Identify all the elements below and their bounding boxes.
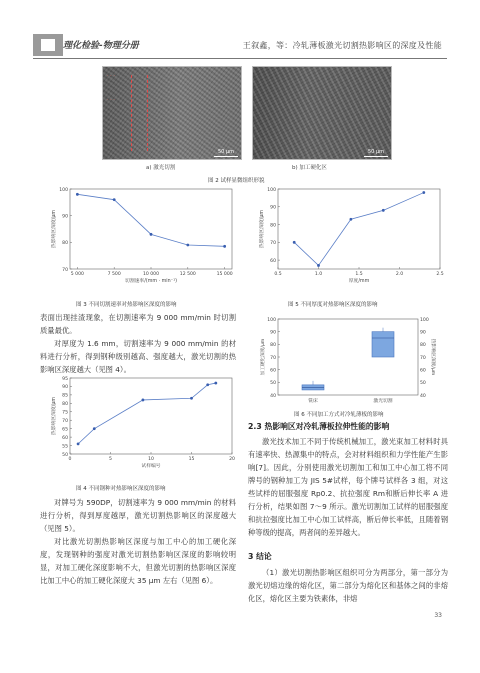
y-tick-label: 60 xyxy=(270,258,276,264)
box-2 xyxy=(372,332,394,357)
y-tick-label-right: 70 xyxy=(420,355,426,361)
data-point xyxy=(190,397,193,400)
left-paragraph-1: 表面出现挂渣现象，在切割速率为 9 000 mm/min 时切割质量最优。 xyxy=(40,313,236,335)
x-tick-label: 20 xyxy=(229,457,235,462)
figure-6-chart xyxy=(248,313,448,409)
y-tick-label: 50 xyxy=(62,452,68,458)
left-paragraph-3: 对牌号为 590DP，切割速率为 9 000 mm/min 的材料进行分析，得到厚度越厚，激光切割热影响区的深度越大（见图 5）。 xyxy=(40,498,236,533)
x-tick-label: 5 000 xyxy=(70,272,84,277)
page-number: 33 xyxy=(434,612,442,619)
left-paragraph-4: 对比激光切割热影响区深度与加工中心的加工硬化深度，发现钢种的强度对激光切割热影响区深度的影响较明显，对加工硬化深度影响不大，但激光切割的热影响区深度比加工中心的加工硬化深度大 35 μm 左右（见图 6）。 xyxy=(40,537,236,585)
plot-frame xyxy=(70,378,232,454)
x-category-label: 激光切割 xyxy=(373,399,393,404)
plot-frame xyxy=(70,189,232,269)
y-tick-label: 90 xyxy=(270,205,276,211)
y-tick-label: 85 xyxy=(62,393,68,399)
scale-bar: 50 μm xyxy=(214,149,238,157)
y-tick-label: 75 xyxy=(62,410,68,416)
y-tick-label: 65 xyxy=(62,427,68,433)
section-2-3-heading: 2.3 热影响区对冷轧薄板拉伸性能的影响 xyxy=(248,422,390,431)
data-point xyxy=(422,191,425,194)
micrograph-work-hardened xyxy=(252,66,392,160)
y-tick-label-right: 60 xyxy=(420,368,426,374)
data-point xyxy=(77,442,80,445)
x-axis-label: 厚度/mm xyxy=(348,279,370,284)
data-point xyxy=(382,209,385,212)
panel-a-caption: a) 激光切割 xyxy=(146,165,176,171)
data-point xyxy=(142,399,145,402)
y-tick-label-left: 100 xyxy=(267,317,276,323)
data-point xyxy=(350,218,353,221)
chart-fig3 xyxy=(50,187,233,284)
x-tick-label: 0.5 xyxy=(274,272,282,277)
scale-bar: 50 μm xyxy=(364,149,388,157)
y-axis-label: 热影响区深度/μm xyxy=(52,396,57,436)
x-tick-label: 2.0 xyxy=(395,272,404,277)
running-title: 王叙鑫，等：冷轧薄板激光切割热影响区的深度及性能 xyxy=(242,41,442,50)
y-axis-label-left: 加工硬化深度/μm xyxy=(261,338,266,376)
y-tick-label: 95 xyxy=(62,376,68,382)
plot-frame xyxy=(278,319,418,395)
y-tick-label-right: 50 xyxy=(420,381,426,387)
y-tick-label: 80 xyxy=(270,223,276,229)
x-tick-label: 10 xyxy=(148,457,154,462)
journal-name: 理化检验-物理分册 xyxy=(63,41,139,51)
chart-fig6 xyxy=(259,317,437,404)
left-paragraph-2: 对厚度为 1.6 mm，切割速率为 9 000 mm/min 的材料进行分析，得到钢种级别越高、强度越大，激光切割的热影响区深度越大（见图 4）。 xyxy=(40,339,236,374)
section-3-heading: 3 结论 xyxy=(248,552,272,561)
y-tick-label-left: 90 xyxy=(270,330,276,336)
data-point xyxy=(76,193,79,196)
y-tick-label-right: 80 xyxy=(420,343,426,349)
panel-b-caption: b) 加工硬化区 xyxy=(292,165,327,171)
y-axis-label: 热影响区深度/μm xyxy=(260,209,265,249)
x-category-label: 铣床 xyxy=(308,399,318,404)
chart-fig4 xyxy=(50,376,235,469)
y-tick-label: 60 xyxy=(62,435,68,441)
figure-4-chart xyxy=(40,374,240,474)
y-tick-label: 90 xyxy=(62,214,68,220)
y-tick-label-left: 50 xyxy=(270,381,276,387)
y-tick-label: 70 xyxy=(62,419,68,425)
x-tick-label: 7 500 xyxy=(107,272,121,277)
y-tick-label: 55 xyxy=(62,444,68,450)
y-tick-label: 100 xyxy=(267,187,276,193)
x-tick-label: 15 000 xyxy=(216,272,233,277)
x-tick-label: 5 xyxy=(109,457,112,462)
data-point xyxy=(206,383,209,386)
plot-frame xyxy=(278,189,440,269)
data-point xyxy=(113,198,116,201)
y-tick-label-left: 70 xyxy=(270,355,276,361)
data-point xyxy=(186,244,189,247)
x-axis-label: 切割速率/(mm · min⁻¹) xyxy=(125,279,177,284)
data-point xyxy=(223,245,226,248)
micrograph-laser-cut: · · · · · · 50 μm xyxy=(102,66,242,160)
y-tick-label: 90 xyxy=(62,385,68,391)
x-tick-label: 10 000 xyxy=(142,272,160,277)
x-tick-label: 15 xyxy=(188,457,195,462)
figure-2-title: 图 2 试样显微组织形貌 xyxy=(208,178,265,184)
y-tick-label-left: 40 xyxy=(270,393,276,399)
y-tick-label: 80 xyxy=(62,402,68,408)
y-axis-label-right: 热影响区深度/μm xyxy=(430,338,435,376)
y-tick-label-right: 100 xyxy=(420,317,429,323)
y-tick-label-left: 80 xyxy=(270,343,276,349)
data-point xyxy=(214,382,217,385)
series-line xyxy=(77,194,224,246)
series-line xyxy=(294,193,424,266)
y-tick-label-left: 60 xyxy=(270,368,276,374)
y-tick-label-right: 40 xyxy=(420,393,426,399)
figure-5-chart xyxy=(248,183,448,295)
y-tick-label: 70 xyxy=(270,241,276,247)
figure-3-title: 图 3 不同切割速率对热影响区深度的影响 xyxy=(76,302,177,308)
y-tick-label: 80 xyxy=(62,241,68,247)
x-tick-label: 12 500 xyxy=(179,272,196,277)
data-point xyxy=(317,264,320,267)
data-point xyxy=(293,241,296,244)
figure-3-chart xyxy=(40,183,240,295)
figure-4-title: 图 4 不同钢种对热影响区深度的影响 xyxy=(76,486,166,492)
series-line xyxy=(78,383,216,444)
x-tick-label: 2.5 xyxy=(436,272,444,277)
header-divider xyxy=(33,58,447,59)
data-point xyxy=(93,427,96,430)
y-tick-label: 70 xyxy=(62,267,68,273)
x-tick-label: 1.0 xyxy=(314,272,323,277)
right-paragraph-2: （1）激光切割热影响区组织可分为两部分，第一部分为激光切熔边缘的熔化区，第二部分为熔化区和基体之间的非熔化区，熔化区主要为铁素体，非熔 xyxy=(248,568,448,603)
figure-5-title: 图 5 不同厚度对热影响区深度的影响 xyxy=(288,302,378,308)
y-tick-label: 100 xyxy=(59,187,68,193)
chart-fig5 xyxy=(258,187,444,284)
data-point xyxy=(150,233,153,236)
x-axis-label: 试样编号 xyxy=(141,464,161,469)
x-tick-label: 0 xyxy=(68,457,72,462)
journal-logo xyxy=(33,34,139,56)
right-paragraph-1: 激光技术加工不同于传统机械加工，激光束加工材料时具有速率快、热源集中的特点，会对材料组织和力学性能产生影响[7]。因此，分别使用激光切割加工和加工中心加工将不同牌号的钢种加工为 JIS 5#试样，每个牌号试样各 3 组，对这些试样的屈服强度 Rp0.2、抗拉强度 Rm和断后伸长率 A 进行分析，结果如图 7～9 所示。激光切割加工试样的屈服强度和抗拉强度比加工中心加工试样高，断后伸长率低，且随着钢种等级的提高，两者间的差异越大。 xyxy=(248,437,448,537)
x-tick-label: 1.5 xyxy=(355,272,363,277)
y-axis-label: 热影响区深度/μm xyxy=(52,209,57,249)
figure-6-title: 图 6 不同加工方式对冷轧薄板的影响 xyxy=(294,412,384,418)
y-tick-label-right: 90 xyxy=(420,330,426,336)
